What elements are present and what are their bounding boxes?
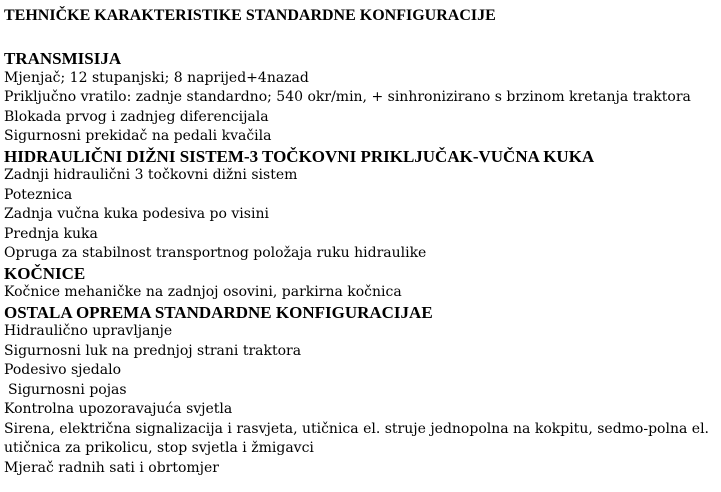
section-transmisija — [4, 49, 716, 147]
spec-line: Blokada prvog i zadnjeg diferencijala — [4, 108, 269, 125]
spec-line: Kontrolna upozoravajuća svjetla — [4, 401, 233, 417]
document-body — [4, 6, 716, 478]
spec-line: Zadnja vučna kuka podesiva po visini — [4, 206, 269, 222]
spec-line: Mjerač radnih sati i obrtomjer — [4, 459, 219, 476]
section-heading: HIDRAULIČNI DIŽNI SISTEM-3 TOČKOVNI PRIKLJUČAK-VUČNA KUKA — [4, 146, 595, 166]
spec-line: Sigurnosni luk na prednjoj strani traktora — [4, 342, 302, 359]
spec-line: Mjenjač; 12 stupanjski; 8 naprijed+4nazad — [4, 69, 309, 86]
spec-line: Sirena, električna signalizacija i rasvjeta, utičnica el. struje jednopolna na kokpitu, sedmo-polna el. utičnica za prikolicu, stop svjetla i žmigavci — [4, 420, 709, 456]
document-title: TEHNIČKE KARAKTERISTIKE STANDARDNE KONFIGURACIJE — [4, 7, 496, 24]
section-hidraulicni-sistem — [4, 147, 716, 264]
spec-line: Hidraulično upravljanje — [4, 323, 173, 339]
spec-line: Sigurnosni prekidač na pedali kvačila — [4, 128, 272, 144]
section-heading: OSTALA OPREMA STANDARDNE KONFIGURACIJAE — [4, 302, 433, 322]
spec-line: Opruga za stabilnost transportnog položaja ruku hidraulike — [4, 245, 427, 261]
spec-line: Sigurnosni pojas — [8, 381, 127, 398]
spec-line: Podesivo sjedalo — [4, 362, 122, 378]
section-heading: KOČNICE — [4, 263, 86, 283]
section-ostala-oprema — [4, 303, 716, 479]
spec-line: Kočnice mehaničke na zadnjoj osovini, parkirna kočnica — [4, 284, 402, 300]
spec-line: Zadnji hidraulični 3 točkovni dižni sistem — [4, 167, 298, 183]
spec-line: Poteznica — [4, 186, 73, 203]
section-kocnice — [4, 264, 716, 303]
spec-line: Priključno vratilo: zadnje standardno; 540 okr/min, + sinhronizirano s brzinom kretanja traktora — [4, 89, 691, 105]
section-heading: TRANSMISIJA — [4, 49, 122, 68]
spec-line: Prednja kuka — [4, 225, 98, 242]
